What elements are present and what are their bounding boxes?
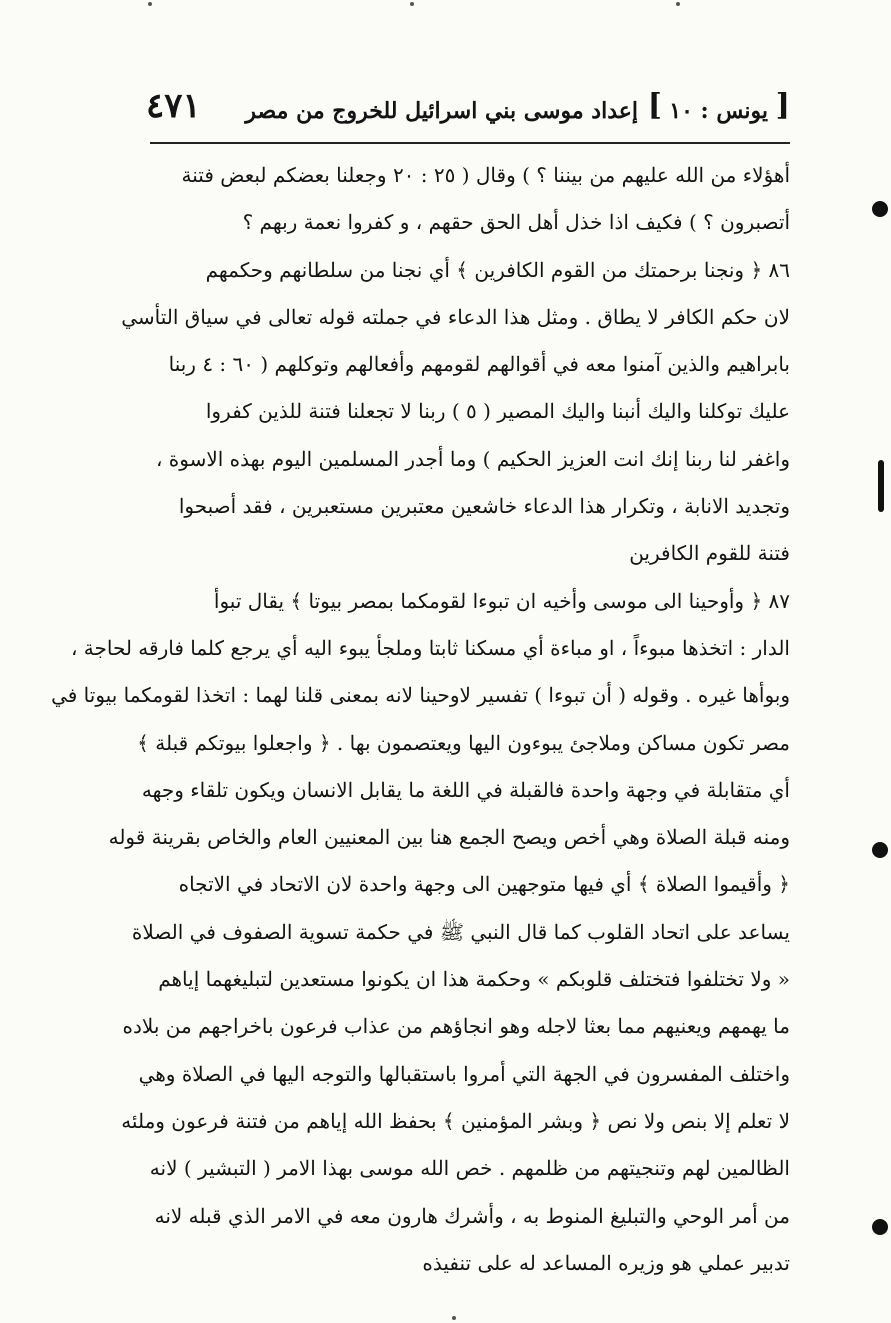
text-line: « ولا تختلفوا فتختلف قلوبكم » وحكمة هذا ان يكونوا مستعدين لتبليغهما إياهم (158, 967, 790, 992)
text-line: أهؤلاء من الله عليهم من بيننا ؟ ) وقال ( ٢٥ : ٢٠ وجعلنا بعضكم لبعض فتنة (181, 163, 790, 187)
header-bracket-close: ] (647, 88, 662, 123)
text-line: مصر تكون مساكن وملاجئ يبوءون اليها ويعتصمون بها . ﴿ واجعلوا بيوتكم قبلة ﴾ (137, 730, 790, 755)
surah-verse-reference: يونس : ١٠ (669, 98, 768, 124)
text-line: ما يهمهم ويعنيهم مما بعثا لاجله وهو انجاؤهم من عذاب فرعون باخراجهم من بلاده (122, 1014, 790, 1039)
scan-speck (410, 2, 414, 6)
page-header (140, 86, 790, 136)
binding-hole (872, 201, 888, 217)
text-line: أتصبرون ؟ ) فكيف اذا خذل أهل الحق حقهم ، و كفروا نعمة ربهم ؟ (242, 210, 790, 235)
text-line: واختلف المفسرون في الجهة التي أمروا باستقبالها والتوجه اليها في الصلاة وهي (138, 1061, 790, 1086)
binding-hole (872, 842, 888, 858)
text-line: عليك توكلنا واليك أنبنا واليك المصير ( ٥ ) ربنا لا تجعلنا فتنة للذين كفروا (205, 399, 790, 424)
text-line: ومنه قبلة الصلاة وهي أخص ويصح الجمع هنا بين المعنيين العام والخاص بقرينة قوله (108, 825, 790, 850)
binding-hole (872, 1219, 888, 1235)
header-bracket-open: [ (775, 88, 790, 123)
page-body-text (51, 152, 790, 1287)
page-number: ٤٧١ (146, 86, 201, 126)
text-line: وتجديد الانابة ، وتكرار هذا الدعاء خاشعين معتبرين مستعبرين ، فقد أصبحوا (178, 494, 790, 519)
text-line: تدبير عملي هو وزيره المساعد له على تنفيذه (422, 1250, 790, 1275)
text-line: ٨٧ ﴿ وأوحينا الى موسى وأخيه ان تبوءا لقومكما بمصر بيوتا ﴾ يقال تبوأ (213, 588, 790, 613)
scan-speck (148, 2, 152, 6)
text-line: أي متقابلة في وجهة واحدة فالقبلة في اللغة ما يقابل الانسان ويكون تلقاء وجهه (141, 777, 790, 802)
text-line: ٨٦ ﴿ ونجنا برحمتك من القوم الكافرين ﴾ أي نجنا من سلطانهم وحكمهم (205, 257, 790, 282)
text-line: الدار : اتخذها مبوءاً ، او مباءة أي مسكنا ثابتا وملجأ يبوء اليه أي يرجع كلما فارقه لحاجة ، (70, 635, 790, 660)
text-line: فتنة للقوم الكافرين (629, 541, 790, 566)
text-line: لان حكم الكافر لا يطاق . ومثل هذا الدعاء في جملته قوله تعالى في سياق التأسي (121, 304, 790, 329)
text-line: ﴿ وأقيموا الصلاة ﴾ أي فيها متوجهين الى وجهة واحدة لان الاتحاد في الاتجاه (178, 872, 790, 897)
text-line: يساعد على اتحاد القلوب كما قال النبي ﷺ في حكمة تسوية الصفوف في الصلاة (131, 919, 790, 944)
text-line: الظالمين لهم وتنجيتهم من ظلمهم . خص الله موسى بهذا الامر ( التبشير ) لانه (149, 1156, 790, 1181)
text-line: وبوأها غيره . وقوله ( أن تبوءا ) تفسير لاوحينا لانه بمعنى قلنا لهما : اتخذا لقومكما بيوتا في (51, 683, 790, 708)
text-line: بابراهيم والذين آمنوا معه في أقوالهم لقومهم وأفعالهم وتوكلهم ( ٦٠ : ٤ ربنا (168, 352, 790, 377)
running-title: إعداد موسى بني اسرائيل للخروج من مصر (245, 98, 638, 124)
scan-speck (452, 1316, 456, 1320)
header-rule (150, 142, 790, 144)
text-line: واغفر لنا ربنا إنك انت العزيز الحكيم ) وما أجدر المسلمين اليوم بهذه الاسوة ، (155, 446, 790, 471)
margin-mark (878, 460, 884, 512)
scan-speck (676, 2, 680, 6)
text-line: لا تعلم إلا بنص ولا نص ﴿ وبشر المؤمنين ﴾ بحفظ الله إياهم من فتنة فرعون وملئه (121, 1108, 790, 1133)
text-line: من أمر الوحي والتبليغ المنوط به ، وأشرك هارون معه في الامر الذي قبله لانه (154, 1203, 790, 1228)
